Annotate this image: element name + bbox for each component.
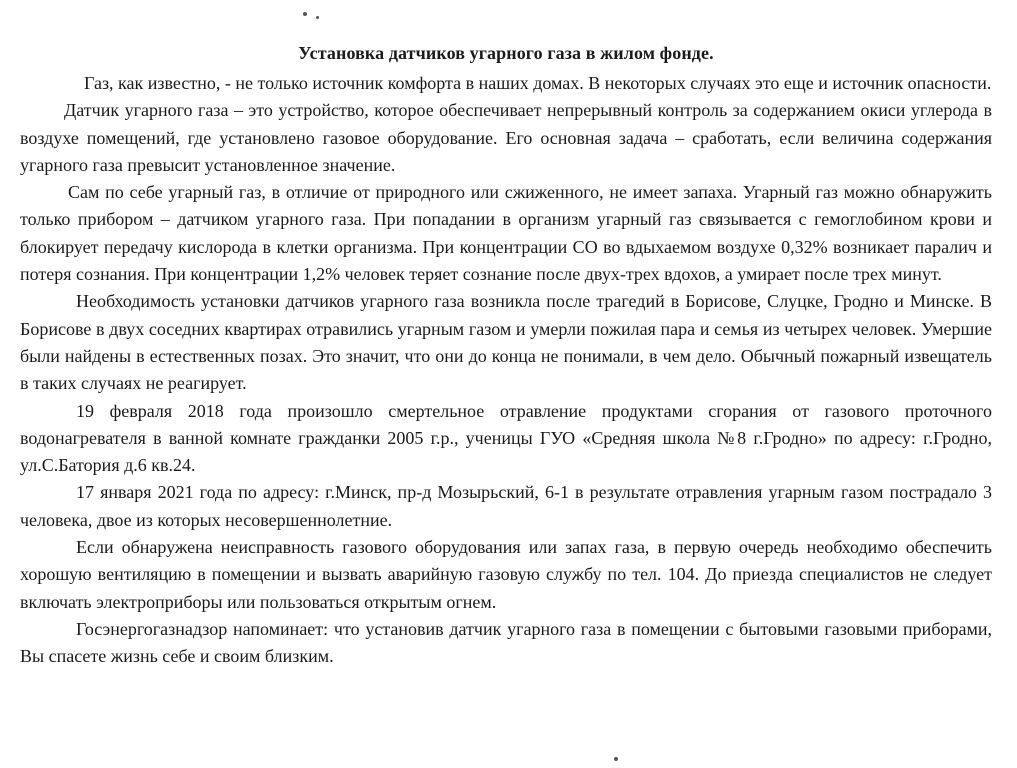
paragraph-minsk-incident: 17 января 2021 года по адресу: г.Минск, пр-д Мозырьский, 6-1 в результате отравления угарным газом пострадало 3 человека, двое из которых несовершеннолетние. xyxy=(20,482,992,530)
scan-speck xyxy=(614,757,618,761)
scan-speck xyxy=(316,16,319,19)
scan-speck xyxy=(303,12,307,16)
document-title: Установка датчиков угарного газа в жилом фонде. xyxy=(298,43,714,63)
paragraph-emergency-advice: Если обнаружена неисправность газового оборудования или запах газа, в первую очередь необходимо обеспечить хорошую вентиляцию в помещении и вызвать аварийную газовую службу по тел. 104. До приезда специалистов не следует включать электроприборы или пользоваться открытым огнем. xyxy=(20,537,992,612)
paragraph-intro: Газ, как известно, - не только источник комфорта в наших домах. В некоторых случаях это еще и источник опасности. xyxy=(84,73,992,93)
document-page xyxy=(20,40,992,671)
paragraph-reminder: Госэнергогазнадзор напоминает: что установив датчик угарного газа в помещении с бытовыми газовыми приборами, Вы спасете жизнь себе и своим близким. xyxy=(20,618,992,667)
paragraph-co-properties: Сам по себе угарный газ, в отличие от природного или сжиженного, не имеет запаха. Угарный газ можно обнаружить только прибором – датчиком угарного газа. При попадании в организм угарный газ связывается с гемоглобином крови и блокирует передачу кислорода в клетки организма. При концентрации CO во вдыхаемом воздухе 0,32% возникает паралич и потеря сознания. При концентрации 1,2% человек теряет сознание после двух-трех вдохов, а умирает после трех минут. xyxy=(20,182,992,285)
paragraph-grodno-incident: 19 февраля 2018 года произошло смертельное отравление продуктами сгорания от газового проточного водонагревателя в ванной комнате гражданки 2005 г.р., ученицы ГУО «Средняя школа №8 г.Гродно» по адресу: г.Гродно, ул.С.Батория д.6 кв.24. xyxy=(20,400,992,476)
paragraph-sensor-definition: Датчик угарного газа – это устройство, которое обеспечивает непрерывный контроль за содержанием окиси углерода в воздухе помещений, где установлено газовое оборудование. Его основная задача – сработать, если величина содержания угарного газа превысит установленное значение. xyxy=(20,100,992,175)
paragraph-tragedies: Необходимость установки датчиков угарного газа возникла после трагедий в Борисове, Слуцке, Гродно и Минске. В Борисове в двух соседних квартирах отравились угарным газом и умерли пожилая пара и семья из четырех человек. Умершие были найдены в естественных позах. Это значит, что они до конца не понимали, в чем дело. Обычный пожарный извещатель в таких случаях не реагирует. xyxy=(20,291,992,394)
